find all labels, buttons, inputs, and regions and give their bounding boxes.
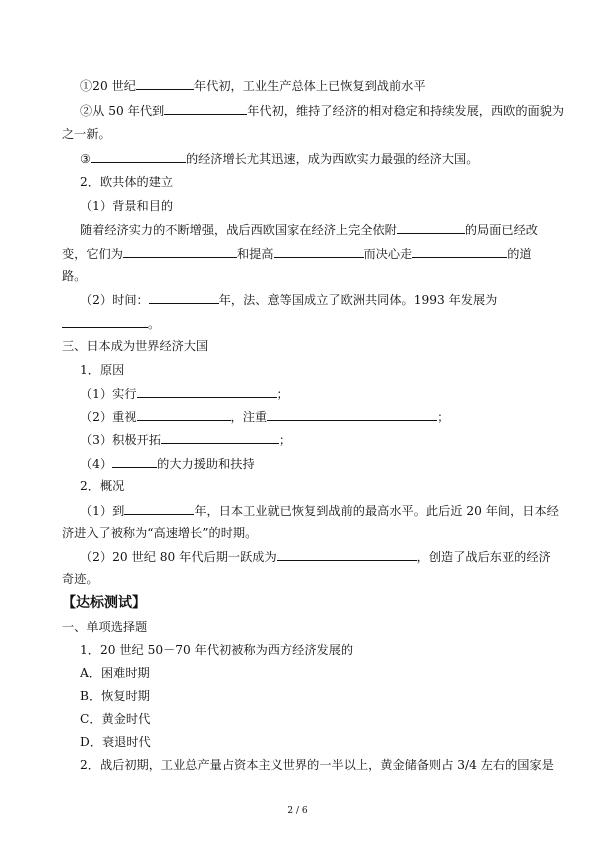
fill-blank — [137, 386, 277, 398]
text-span: 变，它们为 — [62, 247, 123, 261]
question-stem — [80, 643, 550, 658]
text-span: 一、单项选择题 — [62, 620, 148, 634]
text-span: （1）到 — [80, 504, 125, 518]
test-section-title: 【达标测试】 — [62, 595, 146, 611]
section-heading — [62, 339, 532, 354]
text-span: B．恢复时期 — [80, 689, 150, 703]
option-c — [80, 712, 550, 727]
text-line — [80, 479, 550, 494]
text-line — [80, 78, 550, 94]
fill-blank — [62, 316, 148, 328]
text-span: 年代初，维持了经济的相对稳定和持续发展，西欧的面貌为 — [247, 104, 565, 118]
text-span: 之一新。 — [62, 127, 111, 141]
text-span: 1．原因 — [80, 363, 125, 377]
text-span: （1）实行 — [80, 387, 137, 401]
fill-blank — [149, 292, 219, 304]
text-span: 路。 — [62, 269, 87, 283]
text-line — [80, 151, 550, 167]
question-type-heading — [62, 620, 532, 635]
page-number: 2 / 6 — [287, 806, 308, 816]
fill-blank — [274, 246, 364, 258]
text-span: ，创造了战后东亚的经济 — [416, 550, 551, 564]
option-a — [80, 666, 550, 681]
text-span: （4） — [80, 457, 113, 471]
text-span: ； — [276, 387, 289, 401]
text-span: 而决心走 — [363, 247, 413, 261]
text-line — [80, 503, 559, 519]
fill-blank — [397, 222, 465, 234]
fill-blank — [267, 409, 437, 421]
text-span: 1．20 世纪 50－70 年代初被称为西方经济发展的 — [80, 643, 354, 657]
text-span: （2）时间： — [80, 293, 149, 307]
text-span: ③ — [80, 152, 91, 166]
text-span: ①20 世纪 — [80, 79, 136, 93]
text-line — [80, 103, 565, 119]
text-span: 年代初，工业生产总体上已恢复到战前水平 — [193, 79, 426, 93]
text-span: 。 — [148, 317, 161, 331]
fill-blank — [277, 549, 417, 561]
fill-blank — [123, 246, 237, 258]
text-span: D．衰退时代 — [80, 735, 151, 749]
text-span: C．黄金时代 — [80, 712, 151, 726]
text-span: 的道 — [507, 247, 532, 261]
option-b — [80, 689, 550, 704]
text-line — [62, 526, 532, 541]
fill-blank — [164, 103, 247, 115]
fill-blank — [137, 409, 231, 421]
text-span: 奇迹。 — [62, 572, 99, 586]
text-span: ； — [437, 410, 450, 424]
text-line — [62, 246, 532, 262]
text-span: 随着经济实力的不断增强，战后西欧国家在经济上完全依附 — [80, 223, 397, 237]
text-span: 2．欧共体的建立 — [80, 175, 174, 189]
text-line — [62, 269, 532, 284]
text-line — [80, 432, 550, 448]
text-span: A．困难时期 — [80, 666, 150, 680]
text-line — [80, 363, 550, 378]
fill-blank — [136, 78, 194, 90]
subsection-heading — [80, 175, 550, 190]
fill-blank — [91, 151, 186, 163]
text-span: 济进入了被称为“高速增长”的时期。 — [62, 526, 258, 540]
text-line — [80, 199, 550, 214]
fill-blank — [161, 432, 279, 444]
text-line — [80, 456, 550, 472]
text-span: （2）20 世纪 80 年代后期一跃成为 — [80, 550, 277, 564]
text-line — [80, 292, 550, 308]
text-span: 的大力援助和扶持 — [157, 457, 255, 471]
text-line — [80, 409, 550, 425]
text-span: 的经济增长尤其迅速，成为西欧实力最强的经济大国。 — [185, 152, 479, 166]
text-line — [62, 572, 532, 587]
fill-blank — [124, 503, 194, 515]
text-span: 2．战后初期，工业总产量占资本主义世界的一半以上，黄金储备则占 3/4 左右的国家是 — [80, 758, 554, 772]
option-d — [80, 735, 550, 750]
fill-blank — [412, 246, 507, 258]
text-line — [80, 549, 550, 565]
text-span: ②从 50 年代到 — [80, 104, 165, 118]
text-line — [80, 222, 550, 238]
text-line — [62, 127, 532, 142]
text-span: （3）积极开拓 — [80, 433, 161, 447]
text-span: 三、日本成为世界经济大国 — [62, 339, 209, 353]
text-span: 年，法、意等国成立了欧洲共同体。1993 年发展为 — [218, 293, 498, 307]
question-stem — [80, 758, 554, 773]
text-span: 2．概况 — [80, 479, 125, 493]
text-span: ； — [278, 433, 292, 447]
text-line — [80, 386, 550, 402]
text-span: 年，日本工业就已恢复到战前的最高水平。此后近 20 年间，日本经 — [194, 504, 559, 518]
text-span: ，注重 — [230, 410, 268, 424]
text-span: （1）背景和目的 — [80, 199, 174, 213]
text-line — [62, 316, 532, 332]
text-span: 的局面已经改 — [464, 223, 538, 237]
text-span: 和提高 — [236, 247, 274, 261]
fill-blank — [112, 456, 157, 468]
text-span: （2）重视 — [80, 410, 137, 424]
